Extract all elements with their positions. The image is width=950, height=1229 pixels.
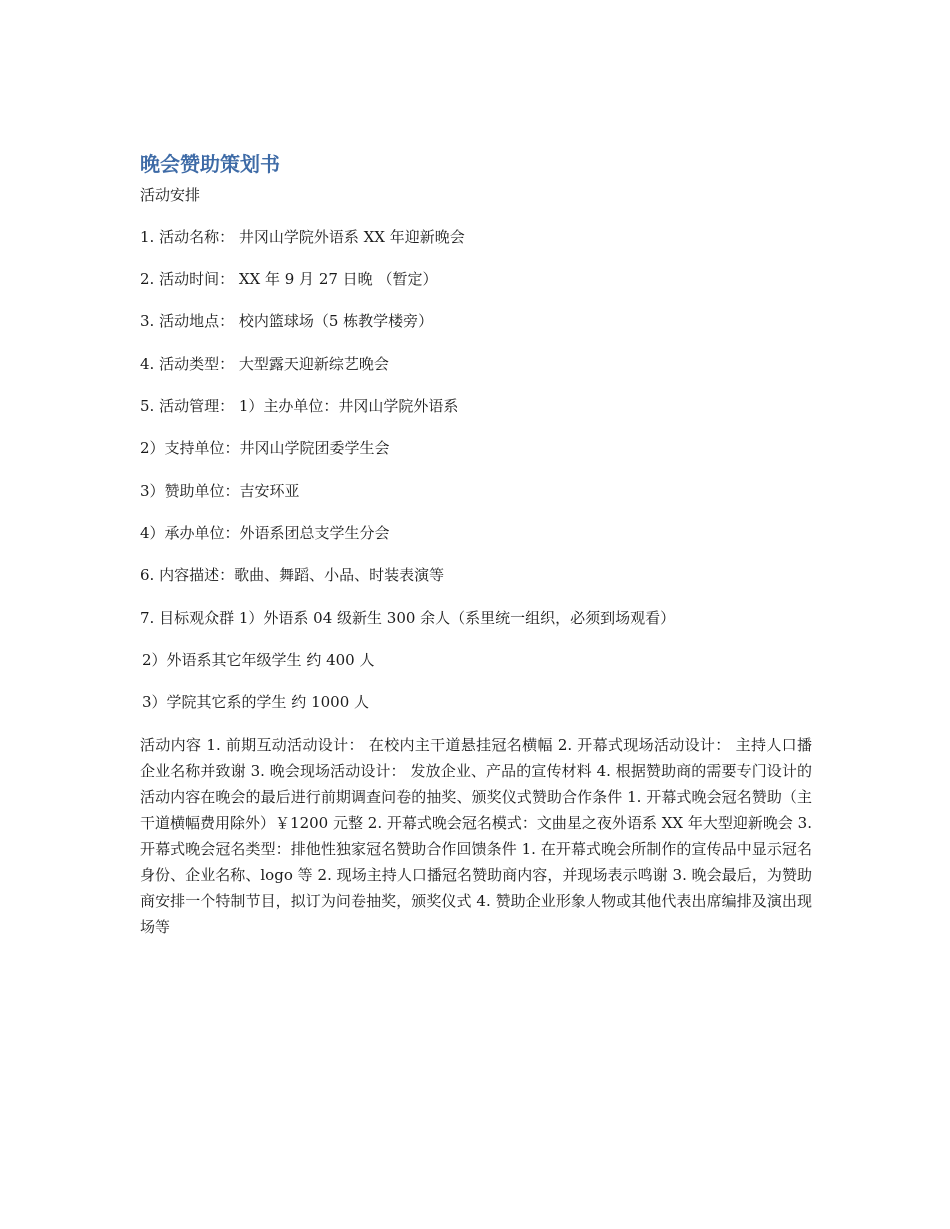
document-title: 晚会赞助策划书 xyxy=(140,152,280,176)
list-item: 3）赞助单位：吉安环亚 xyxy=(140,482,300,500)
list-item: 3. 活动地点： 校内篮球场（5 栋教学楼旁） xyxy=(140,312,434,330)
list-item: 6. 内容描述：歌曲、舞蹈、小品、时装表演等 xyxy=(140,566,445,584)
list-item: 1. 活动名称： 井冈山学院外语系 XX 年迎新晚会 xyxy=(140,228,465,246)
list-item: 2. 活动时间： XX 年 9 月 27 日晚 （暂定） xyxy=(140,270,438,288)
list-item: 4. 活动类型： 大型露天迎新综艺晚会 xyxy=(140,355,389,373)
list-item: 7. 目标观众群 1）外语系 04 级新生 300 余人（系里统一组织，必须到场观看） xyxy=(140,609,676,627)
body-paragraph: 活动内容 1. 前期互动活动设计： 在校内主干道悬挂冠名横幅 2. 开幕式现场活动设计： 主持人口播企业名称并致谢 3. 晚会现场活动设计： 发放企业、产品的宣传材料 4. 根据赞助商的需要专门设计的活动内容在晚会的最后进行前期调查问卷的抽奖、颁奖仪式赞助合作条件 1. 开幕式晚会冠名赞助（主干道横幅费用除外）￥1200 元整 2. 开幕式晚会冠名模式：文曲星之夜外语系 XX 年大型迎新晚会 3. 开幕式晚会冠名类型：排他性独家冠名赞助合作回馈条件 1. 在开幕式晚会所制作的宣传品中显示冠名身份、企业名称、logo 等 2. 现场主持人口播冠名赞助商内容，并现场表示鸣谢 3. 晚会最后，为赞助商安排一个特制节目，拟订为问卷抽奖，颁奖仪式 4. 赞助企业形象人物或其他代表出席编排及演出现场等 xyxy=(140,736,812,936)
list-item: 5. 活动管理： 1）主办单位：井冈山学院外语系 xyxy=(140,397,459,415)
list-item: 3）学院其它系的学生 约 1000 人 xyxy=(142,693,370,711)
list-item: 4）承办单位：外语系团总支学生分会 xyxy=(140,524,390,542)
list-item: 2）支持单位：井冈山学院团委学生会 xyxy=(140,439,390,457)
list-item: 2）外语系其它年级学生 约 400 人 xyxy=(142,651,375,669)
section-label: 活动安排 xyxy=(140,186,201,204)
